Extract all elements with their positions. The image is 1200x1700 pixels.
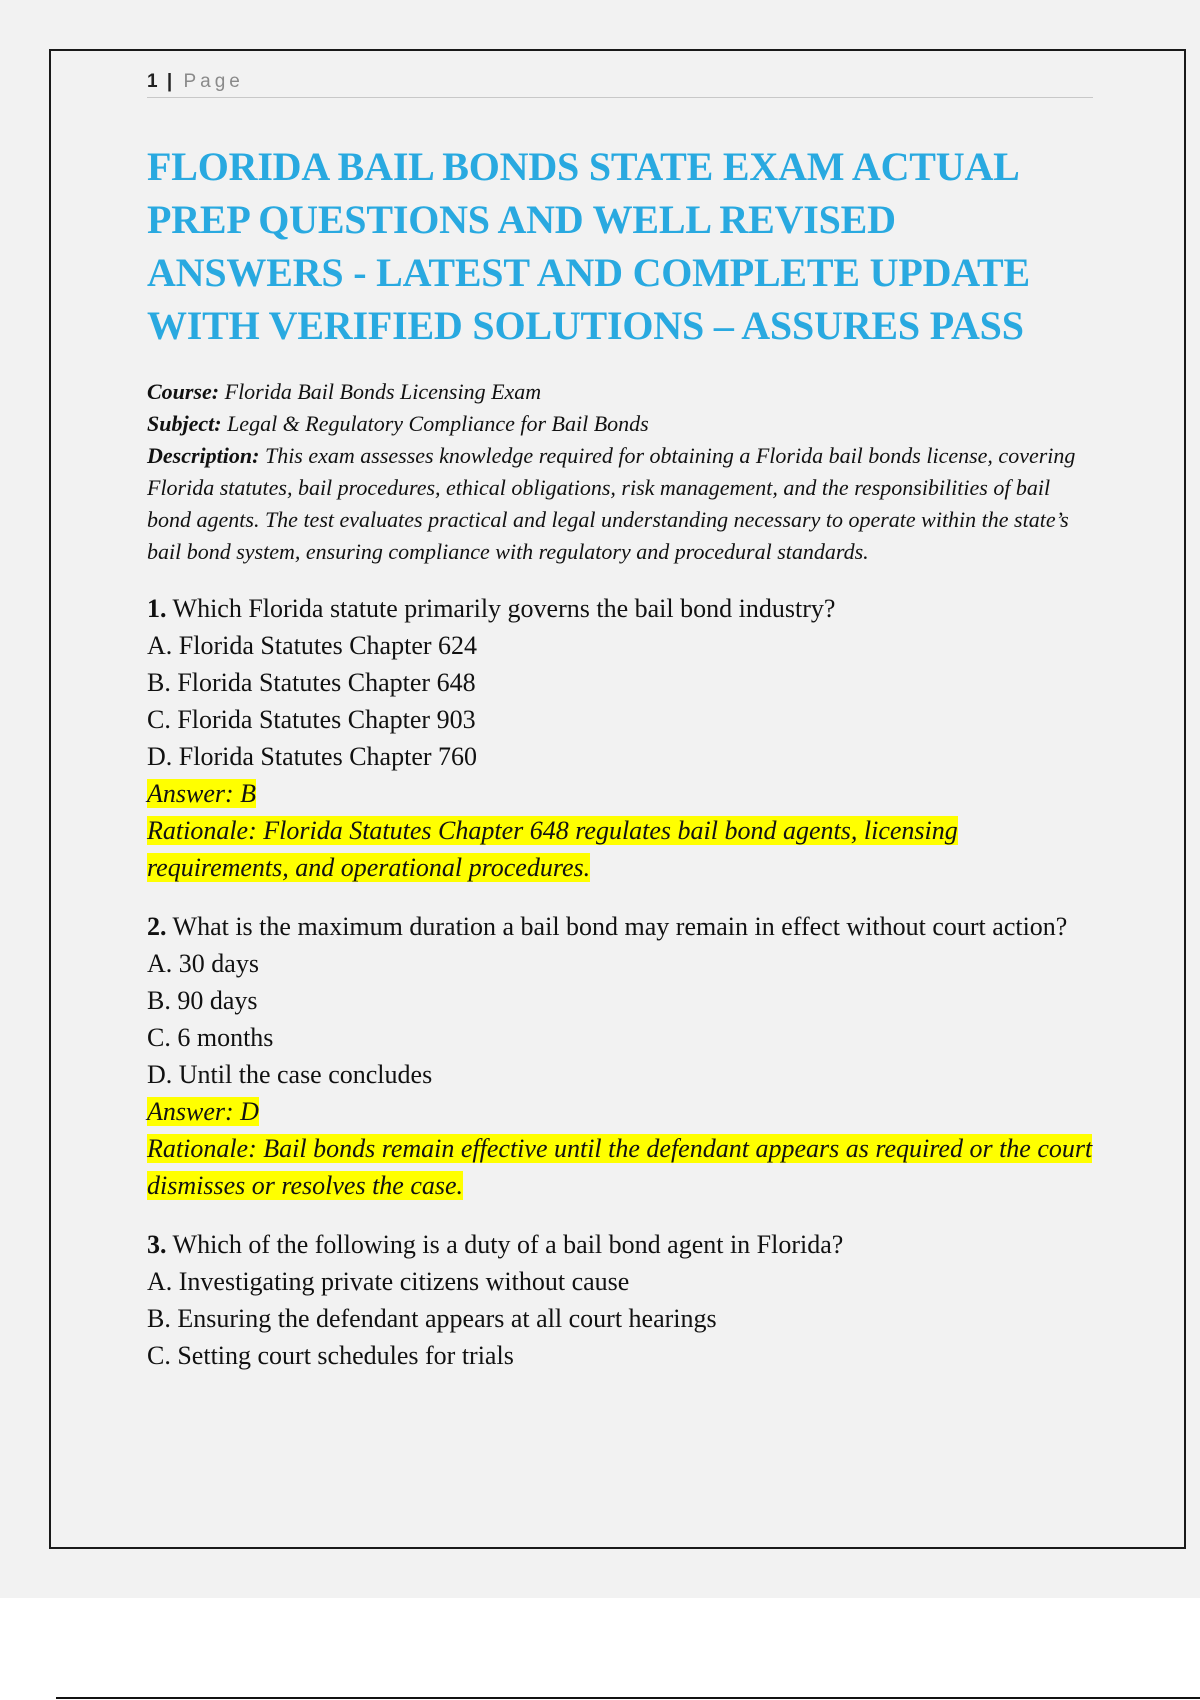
page-number: 1 <box>147 71 159 92</box>
answer-highlight: Answer: B <box>147 779 257 808</box>
subject-label: Subject: <box>147 411 222 436</box>
subject-value: Legal & Regulatory Compliance for Bail Bonds <box>227 411 649 436</box>
question-block-3 <box>147 1226 1093 1374</box>
question-1 <box>147 590 1093 627</box>
question-text: Which of the following is a duty of a bail bond agent in Florida? <box>172 1230 844 1259</box>
page-label: Page <box>183 71 244 92</box>
option-b: B. Florida Statutes Chapter 648 <box>147 668 476 697</box>
option-c: C. 6 months <box>147 1023 274 1052</box>
description-line <box>147 440 1093 568</box>
description-value: This exam assesses knowledge required for obtaining a Florida bail bonds license, covering Florida statutes, bail procedures, ethical obligations, risk management, and the responsibilities of bail bond agents. The test evaluates practical and legal understanding necessary to operate within the state’s bail bond system, ensuring compliance with regulatory and procedural standards. <box>147 443 1076 564</box>
question-3 <box>147 1226 1093 1263</box>
question-number: 3. <box>147 1230 167 1259</box>
document-title: FLORIDA BAIL BONDS STATE EXAM ACTUAL PREP QUESTIONS AND WELL REVISED ANSWERS - LATEST AND COMPLETE UPDATE WITH VERIFIED SOLUTIONS – ASSURES PASS <box>147 144 1030 348</box>
option-d: D. Until the case concludes <box>147 1060 433 1089</box>
subject-line <box>147 408 1093 440</box>
option-a: A. Florida Statutes Chapter 624 <box>147 631 478 660</box>
option-c: C. Florida Statutes Chapter 903 <box>147 705 476 734</box>
rationale-highlight: Rationale: Florida Statutes Chapter 648 regulates bail bond agents, licensing requirements, and operational procedures. <box>147 816 958 882</box>
question-2 <box>147 908 1093 945</box>
answer-highlight: Answer: D <box>147 1097 259 1126</box>
page-content <box>147 71 1093 1374</box>
option-b: B. 90 days <box>147 986 258 1015</box>
question-block-2 <box>147 908 1093 1204</box>
description-label: Description: <box>147 443 260 468</box>
exam-meta <box>147 376 1093 568</box>
question-text: What is the maximum duration a bail bond may remain in effect without court action? <box>172 912 1068 941</box>
bottom-divider <box>56 1697 1200 1699</box>
page-header <box>147 71 1093 98</box>
question-text: Which Florida statute primarily governs the bail bond industry? <box>172 594 836 623</box>
question-number: 1. <box>147 594 167 623</box>
page-header-separator: | <box>166 71 174 92</box>
question-block-1 <box>147 590 1093 886</box>
course-line <box>147 376 1093 408</box>
rationale-highlight: Rationale: Bail bonds remain effective until the defendant appears as required or the court dismisses or resolves the case. <box>147 1134 1093 1200</box>
option-a: A. 30 days <box>147 949 259 978</box>
question-number: 2. <box>147 912 167 941</box>
document-page <box>49 49 1186 1549</box>
option-c: C. Setting court schedules for trials <box>147 1341 514 1370</box>
option-b: B. Ensuring the defendant appears at all court hearings <box>147 1304 717 1333</box>
course-label: Course: <box>147 379 220 404</box>
option-a: A. Investigating private citizens without cause <box>147 1267 630 1296</box>
option-d: D. Florida Statutes Chapter 760 <box>147 742 478 771</box>
course-value: Florida Bail Bonds Licensing Exam <box>224 379 542 404</box>
